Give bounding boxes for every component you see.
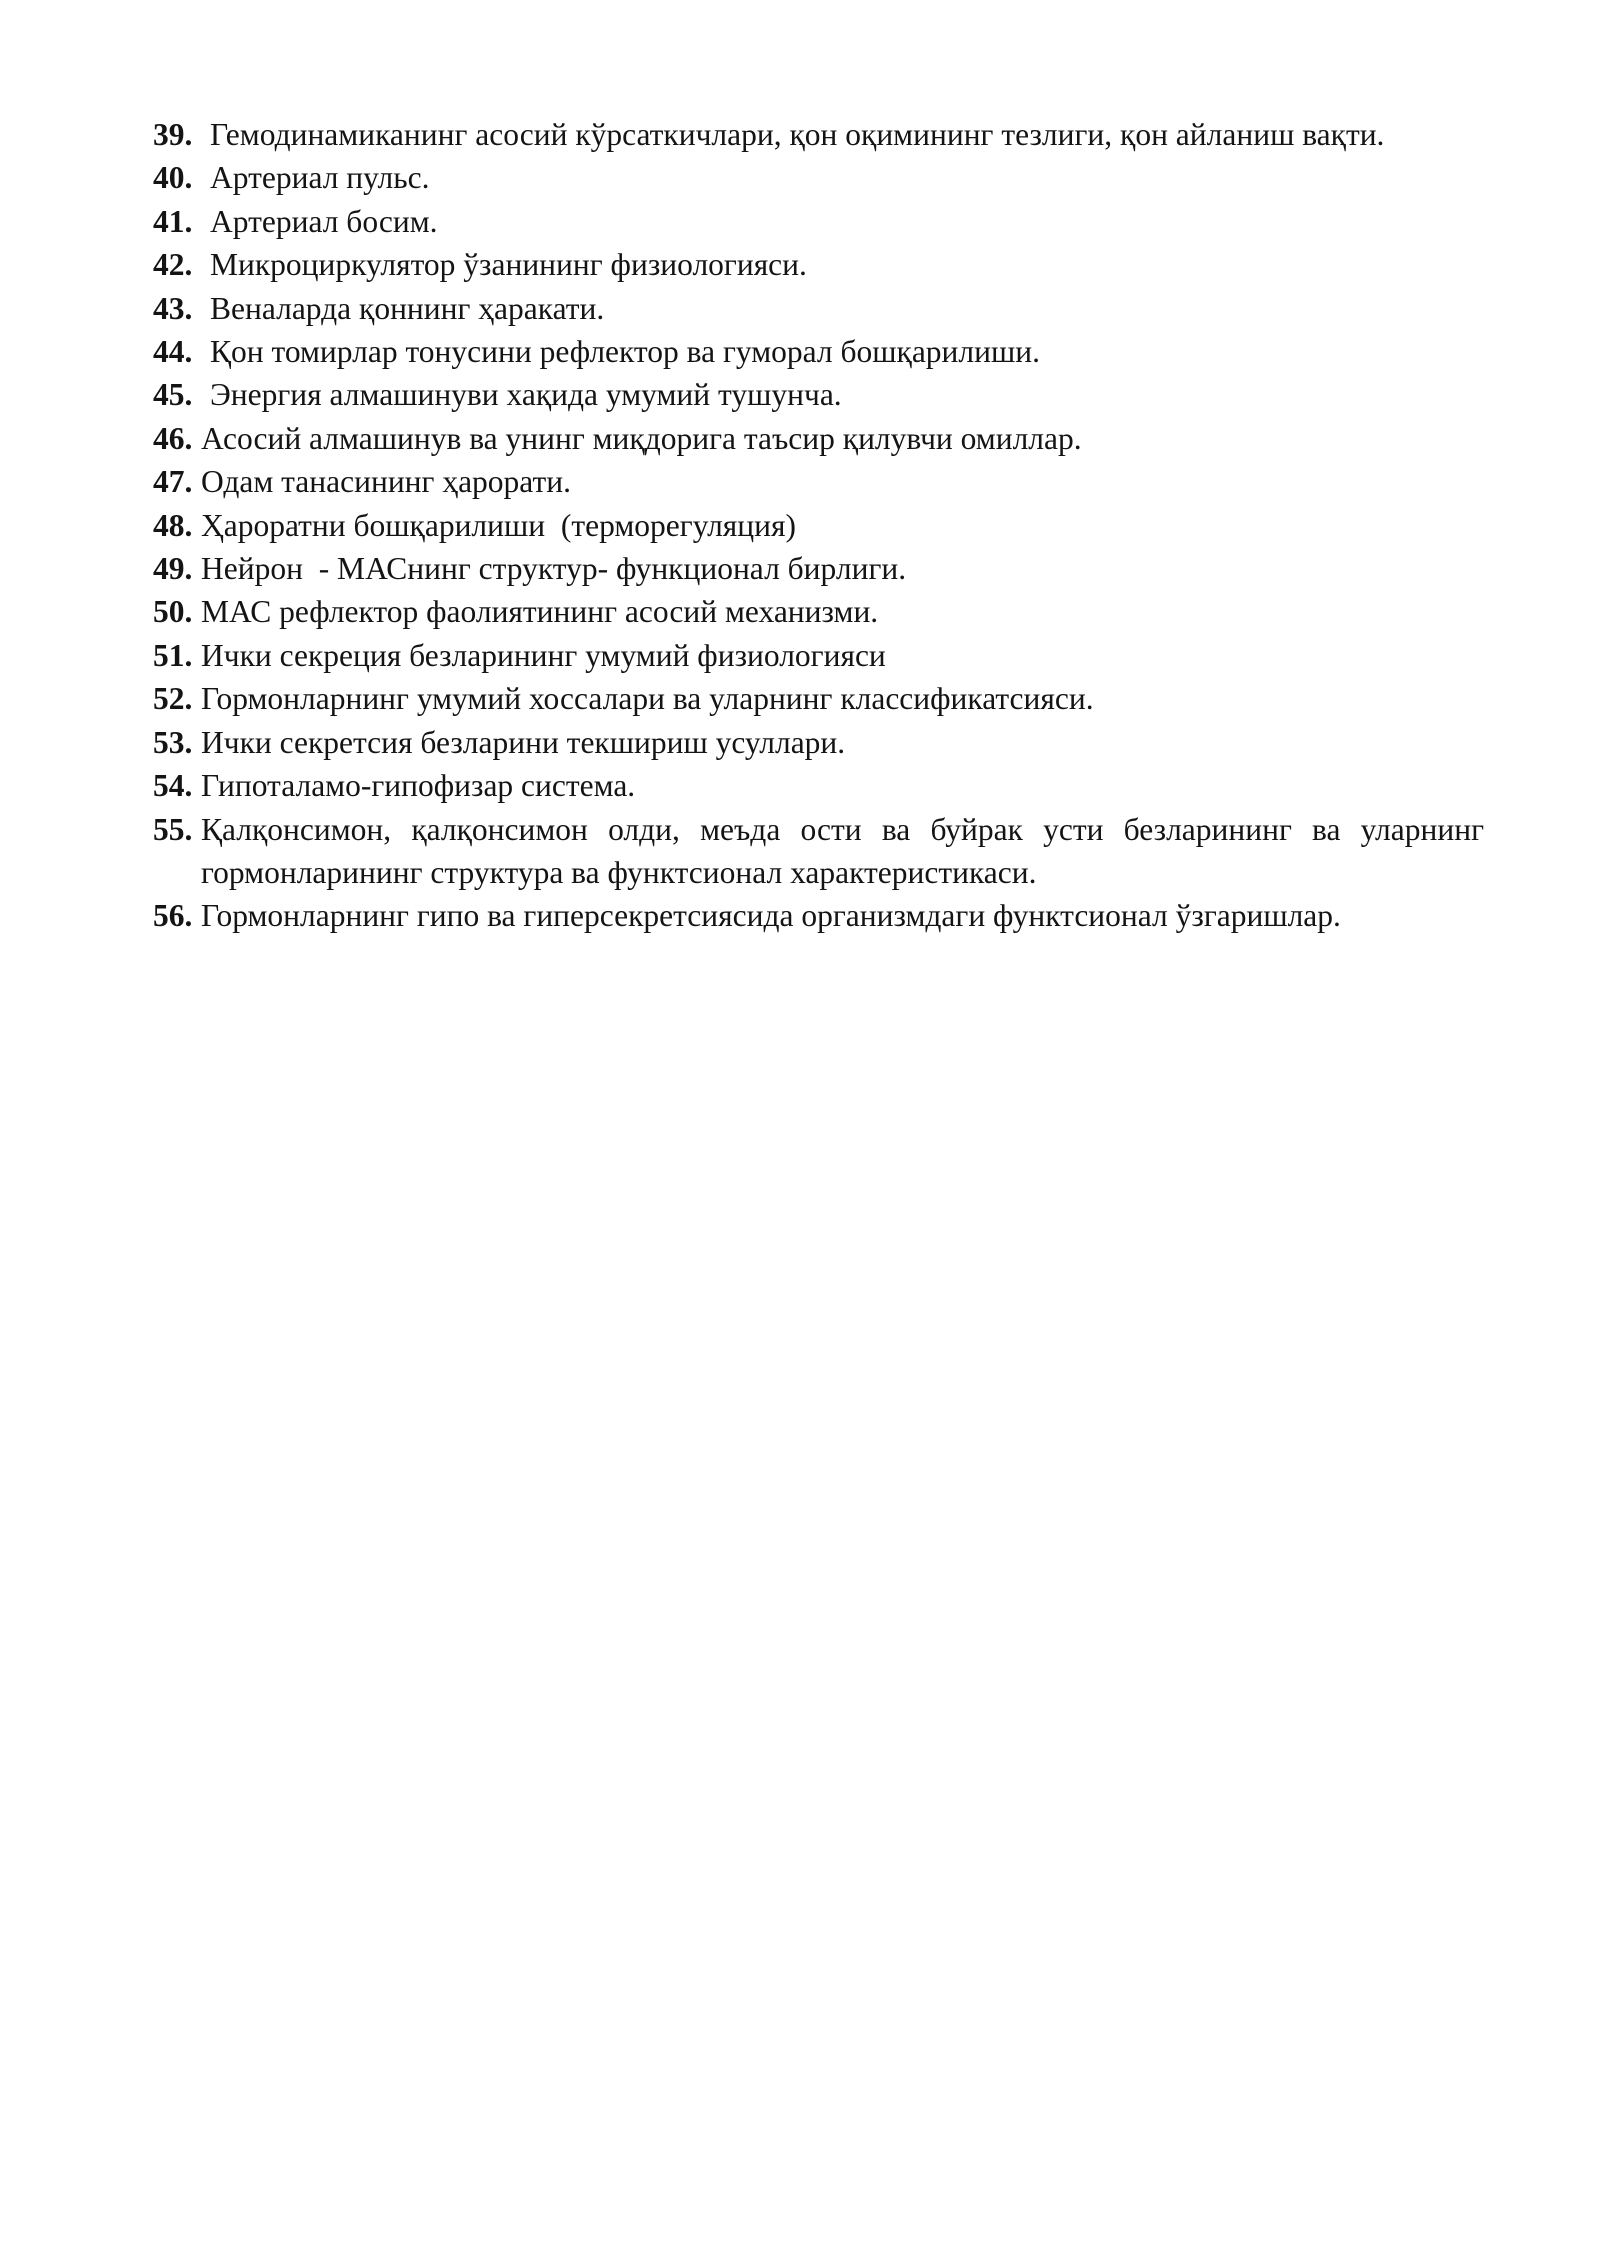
- list-item: [153, 287, 1484, 330]
- item-text: Веналарда қоннинг ҳаракати.: [210, 290, 605, 326]
- item-number: 39.: [153, 117, 193, 152]
- list-item: [153, 808, 1484, 895]
- item-number: 52.: [153, 681, 193, 717]
- item-number: 47.: [153, 464, 193, 500]
- item-text: Гормонларнинг гипо ва гиперсекретсиясида организмдаги функтсионал ўзгаришлар.: [201, 898, 1341, 934]
- item-text: Гормонларнинг умумий хоссалари ва уларнинг классификатсияси.: [201, 681, 1094, 717]
- item-text: Артериал босим.: [210, 203, 438, 239]
- item-text: Ҳароратни бошқарилиши (терморегуляция): [201, 507, 796, 543]
- list-item: [153, 113, 1484, 156]
- list-item: [153, 764, 1484, 807]
- list-item: [153, 504, 1484, 547]
- item-text: Қалқонсимон, қалқонсимон олди, меъда ости ва буйрак усти безларининг ва уларнинг гормонларининг структура ва функтсионал характеристикаси.: [201, 811, 1484, 890]
- item-number: 41.: [153, 203, 193, 239]
- list-item: [153, 417, 1484, 460]
- list-item: [153, 243, 1484, 286]
- item-text: Асосий алмашинув ва унинг миқдорига таъсир қилувчи омиллар.: [201, 420, 1082, 456]
- list-item: [153, 547, 1484, 590]
- item-number: 43.: [153, 290, 193, 326]
- item-number: 55.: [153, 811, 193, 847]
- item-number: 42.: [153, 247, 193, 283]
- list-item: [153, 590, 1484, 633]
- item-number: 45.: [153, 377, 193, 413]
- item-number: 51.: [153, 637, 193, 673]
- item-number: 50.: [153, 594, 193, 630]
- item-text: Гемодинамиканинг асосий кўрсаткичлари, қон оқимининг тезлиги, қон айланиш вақти.: [210, 117, 1385, 152]
- item-number: 56.: [153, 898, 193, 934]
- list-item: [153, 634, 1484, 677]
- item-text: Ички секретсия безларини текшириш усуллари.: [201, 724, 846, 760]
- item-text: Микроциркулятор ўзанининг физиологияси.: [210, 247, 807, 283]
- list-item: [153, 156, 1484, 199]
- list-item: [153, 677, 1484, 720]
- item-number: 49.: [153, 551, 193, 587]
- item-number: 48.: [153, 507, 193, 543]
- item-number: 40.: [153, 160, 193, 196]
- item-text: Одам танасининг ҳарорати.: [201, 464, 571, 500]
- item-number: 46.: [153, 420, 193, 456]
- item-text: Қон томирлар тонусини рефлектор ва гуморал бошқарилиши.: [210, 334, 1040, 370]
- item-text: МАС рефлектор фаолиятининг асосий механизми.: [201, 594, 879, 630]
- list-item: [153, 721, 1484, 764]
- list-item: [153, 373, 1484, 416]
- list-item: [153, 460, 1484, 503]
- item-text: Нейрон - МАСнинг структур- функционал бирлиги.: [201, 551, 907, 587]
- item-text: Энергия алмашинуви хақида умумий тушунча.: [210, 377, 842, 413]
- item-number: 53.: [153, 724, 193, 760]
- item-number: 44.: [153, 334, 193, 370]
- item-text: Ички секреция безларининг умумий физиологияси: [201, 637, 886, 673]
- item-text: Гипоталамо-гипофизар система.: [201, 768, 636, 804]
- question-list: [153, 113, 1484, 938]
- item-number: 54.: [153, 768, 193, 804]
- list-item: [153, 330, 1484, 373]
- list-item: [153, 200, 1484, 243]
- item-text: Артериал пульс.: [210, 160, 430, 196]
- list-item: [153, 894, 1484, 937]
